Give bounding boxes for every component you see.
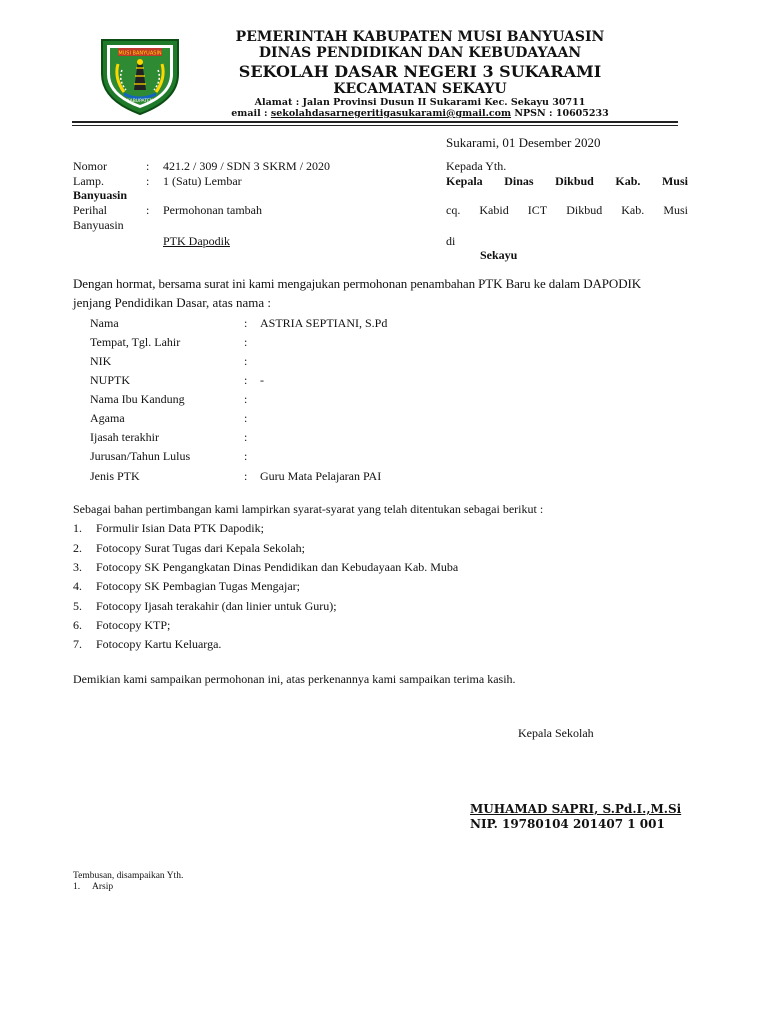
header-department: DINAS PENDIDIKAN DAN KEBUDAYAAN (258, 45, 582, 61)
perihal-colon: : (146, 203, 150, 217)
intro-line-1: Dengan hormat, bersama surat ini kami mengajukan permohonan penambahan PTK Baru ke dalam DAPODIK (73, 276, 642, 291)
header-school-name: SEKOLAH DASAR NEGERI 3 SUKARAMI (238, 62, 602, 81)
requirement-item: Fotocopy Ijasah terakahir (dan linier untuk Guru); (96, 599, 337, 613)
cq-word: ICT (527, 203, 548, 217)
field-label: Agama (90, 411, 125, 425)
cc-item-text: Arsip (92, 882, 114, 892)
header-divider-thin (72, 125, 678, 126)
field-label: Jenis PTK (90, 469, 140, 483)
cc-item-num: 1. (73, 882, 81, 892)
field-colon: : (244, 373, 248, 387)
recipient-word: Dinas (504, 174, 534, 188)
recipient-line1 (446, 174, 688, 189)
signature-nip: NIP. 19780104 201407 1 001 (470, 817, 665, 831)
field-label: Ijasah terakhir (90, 430, 159, 444)
signature-name: MUHAMAD SAPRI, S.Pd.I.,M.Si (470, 802, 682, 816)
recipient-word: Kab. (615, 174, 641, 188)
cq-word: Kabid (479, 203, 509, 217)
logo-top-text: MUSI BANYUASIN (118, 50, 162, 57)
perihal-value: Permohonan tambah (163, 203, 262, 217)
field-label: NIK (90, 354, 112, 368)
field-colon: : (244, 316, 248, 330)
field-label: Jurusan/Tahun Lulus (90, 449, 191, 463)
recipient-cq-line (446, 203, 688, 218)
field-colon: : (244, 411, 248, 425)
signature-title: Kepala Sekolah (518, 726, 594, 740)
field-label: Nama Ibu Kandung (90, 392, 185, 406)
banyuasin-wrap-2: Banyuasin (73, 218, 124, 232)
nomor-colon: : (146, 159, 150, 173)
requirement-number: 4. (73, 579, 82, 593)
cq-word: Kab. (621, 203, 645, 217)
field-colon: : (244, 392, 248, 406)
requirement-number: 6. (73, 618, 82, 632)
requirement-number: 2. (73, 541, 82, 555)
email-link[interactable]: sekolahdasarnegeritigasukarami@gmail.com (270, 108, 512, 119)
requirement-item: Fotocopy SK Pengangkatan Dinas Pendidikan dan Kebudayaan Kab. Muba (96, 560, 459, 574)
field-value: - (260, 373, 264, 387)
header-district: KECAMATAN SEKAYU (333, 81, 507, 97)
header-government: PEMERINTAH KABUPATEN MUSI BANYUASIN (235, 29, 605, 45)
cq-word: cq. (446, 203, 461, 217)
header-contact (185, 108, 655, 119)
field-label: Nama (90, 316, 119, 330)
field-value: ASTRIA SEPTIANI, S.Pd (260, 316, 388, 330)
logo-bottom-text: KABUPATEN (126, 99, 154, 104)
npsn: NPSN : 10605233 (511, 108, 609, 119)
regency-logo (94, 34, 186, 116)
field-colon: : (244, 335, 248, 349)
requirement-item: Fotocopy KTP; (96, 618, 171, 632)
header-divider (72, 121, 678, 123)
recipient-word: Dikbud (555, 174, 594, 188)
requirements-intro: Sebagai bahan pertimbangan kami lampirkan syarat-syarat yang telah ditentukan sebagai berikut : (73, 502, 544, 516)
recipient-word: Musi (661, 174, 688, 188)
field-colon: : (244, 354, 248, 368)
recipient-place: Sekayu (480, 248, 518, 262)
recipient-word: Kepala (446, 174, 483, 188)
lamp-value: 1 (Satu) Lembar (163, 174, 242, 188)
requirement-number: 7. (73, 637, 82, 651)
requirement-item: Formulir Isian Data PTK Dapodik; (96, 521, 264, 535)
requirement-item: Fotocopy Kartu Keluarga. (96, 637, 222, 651)
lamp-colon: : (146, 174, 150, 188)
requirement-item: Fotocopy Surat Tugas dari Kepala Sekolah; (96, 541, 305, 555)
nomor-label: Nomor (73, 159, 107, 173)
lamp-label: Lamp. (73, 174, 104, 188)
field-label: Tempat, Tgl. Lahir (90, 335, 181, 349)
perihal-label: Perihal (73, 203, 107, 217)
recipient-kepada: Kepada Yth. (446, 159, 507, 173)
requirement-item: Fotocopy SK Pembagian Tugas Mengajar; (96, 579, 300, 593)
header-address: Alamat : Jalan Provinsi Dusun II Sukarami Kec. Sekayu 30711 (254, 97, 586, 108)
nomor-value: 421.2 / 309 / SDN 3 SKRM / 2020 (163, 159, 331, 173)
email-label: email : (231, 108, 271, 119)
cq-word: Dikbud (566, 203, 603, 217)
closing-sentence: Demikian kami sampaikan permohonan ini, atas perkenannya kami sampaikan terima kasih. (73, 672, 516, 686)
requirement-number: 1. (73, 521, 82, 535)
requirement-number: 5. (73, 599, 82, 613)
field-colon: : (244, 469, 248, 483)
cq-word: Musi (663, 203, 688, 217)
field-value: Guru Mata Pelajaran PAI (260, 469, 382, 483)
requirement-number: 3. (73, 560, 82, 574)
cc-heading: Tembusan, disampaikan Yth. (73, 871, 184, 881)
perihal-value-2: PTK Dapodik (163, 234, 230, 248)
field-colon: : (244, 430, 248, 444)
recipient-di: di (446, 234, 456, 248)
field-colon: : (244, 449, 248, 463)
banyuasin-wrap-1: Banyuasin (73, 188, 128, 202)
intro-line-2: jenjang Pendidikan Dasar, atas nama : (73, 295, 272, 310)
letter-date: Sukarami, 01 Desember 2020 (446, 135, 601, 150)
field-label: NUPTK (90, 373, 131, 387)
